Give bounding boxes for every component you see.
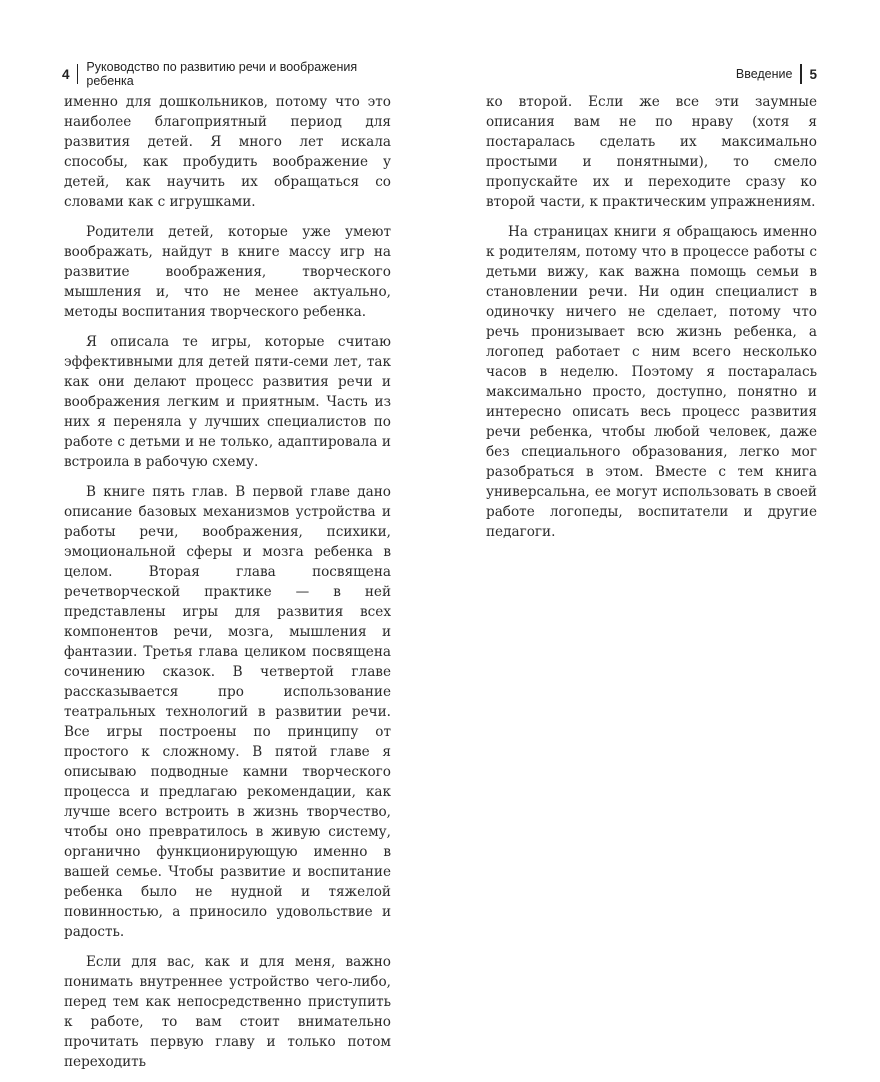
paragraph: именно для дошкольников, потому что это наиболее благоприятный период для развития детей. Я много лет искала способы, как пробудить воображение у детей, как научить их обращаться со словами как с игрушками. (64, 94, 391, 210)
paragraph: На страницах книги я обращаюсь именно к родителям, потому что в процессе работы с детьми вижу, как важна помощь семьи в становлении речи. Ни один специалист в одиночку ничего не сделает, потому что речь пронизывает всю жизнь ребенка, а логопед работает с ним всего несколько часов в неделю. Поэтому я постаралась максимально просто, доступно, понятно и интересно описать весь процесс развития речи ребенка, чтобы любой человек, даже без специального образования, легко мог разобраться в этом. Вместе с тем книга универсальна, ее могут использовать в своей работе логопеды, воспитатели и другие педагоги. (486, 224, 817, 540)
paragraph: Я описала те игры, которые считаю эффективными для детей пяти-семи лет, так как они делают процесс развития речи и воображения легким и приятным. Часть из них я переняла у лучших специалистов по работе с детьми и не только, адаптировала и встроила в рабочую схему. (64, 334, 391, 470)
right-page-header (440, 63, 817, 85)
left-page-number: 4 (62, 66, 70, 82)
left-running-title: Руководство по развитию речи и воображения ребенка (86, 60, 358, 88)
header-divider (77, 64, 79, 84)
left-page-body (64, 92, 391, 1082)
left-page (0, 0, 440, 1070)
paragraph: Если для вас, как и для меня, важно понимать внутреннее устройство чего-либо, перед тем как непосредственно приступить к работе, то вам стоит внимательно прочитать первую главу и только потом переходить (64, 954, 391, 1070)
paragraph: ко второй. Если же все эти заумные описания вам не по нраву (хотя я постаралась сделать их максимально простыми и понятными), то смело пропускайте их и переходите сразу ко второй части, к практическим упражнениям. (486, 94, 817, 210)
right-page-body (486, 92, 817, 552)
left-page-header (62, 60, 392, 88)
right-running-title: Введение (735, 67, 793, 81)
paragraph: Родители детей, которые уже умеют воображать, найдут в книге массу игр на развитие воображения, творческого мышления и, что не менее актуально, методы воспитания творческого ребенка. (64, 224, 391, 320)
right-page-number: 5 (809, 66, 817, 82)
right-page (440, 0, 880, 711)
paragraph: В книге пять глав. В первой главе дано описание базовых механизмов устройства и работы речи, воображения, психики, эмоциональной сферы и мозга ребенка в целом. Вторая глава посвящена речетворческой практике — в ней представлены игры для развития всех компонентов речи, мозга, мышления и фантазии. Третья глава целиком посвящена сочинению сказок. В четвертой главе рассказывается про использование театральных технологий в развитии речи. Все игры построены по принципу от простого к сложному. В пятой главе я описываю подводные камни творческого процесса и предлагаю рекомендации, как лучше всего встроить в жизнь творчество, чтобы оно превратилось в живую систему, органично функционирующую именно в вашей семье. Чтобы развитие и воспитание ребенка было не нудной и тяжелой повинностью, а приносило удовольствие и радость. (64, 484, 391, 940)
header-divider (800, 64, 802, 84)
